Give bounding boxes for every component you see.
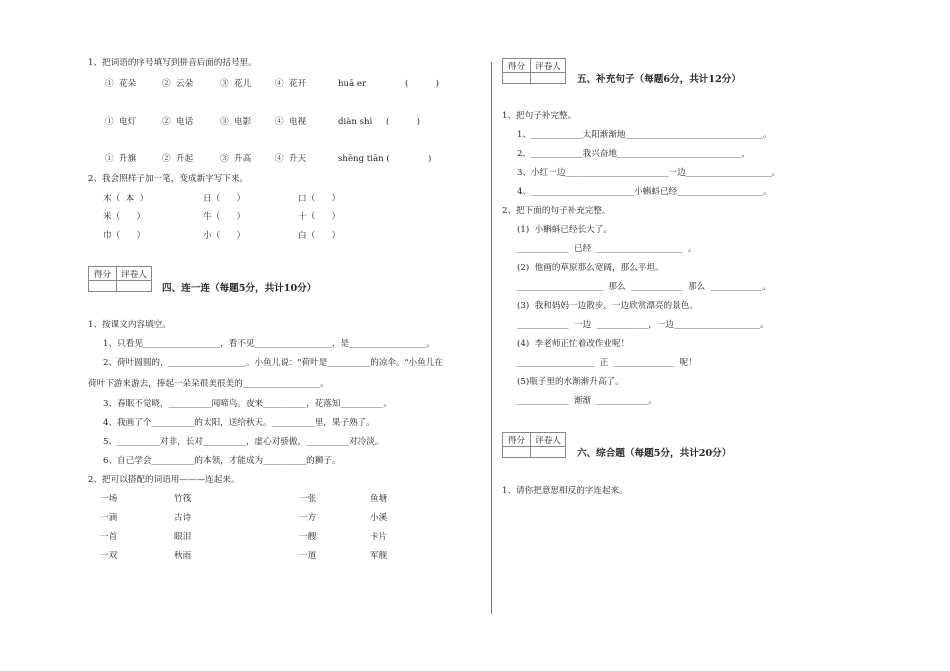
grader-label: 评卷人 [117, 267, 152, 281]
question-1-title: 1、把词语的序号填写到拼音后面的括号里。 [88, 58, 257, 68]
section4-q1-title: 1、按课文内容填空。 [88, 320, 171, 330]
match-word[interactable]: 卡片 [370, 532, 388, 542]
match-word[interactable]: 一双 [100, 551, 118, 561]
section4-line3: 3、春眠不觉晓，__________闻啼鸟。夜来__________，花落知__________。 [103, 399, 393, 409]
q1-row1-opt2: ② 云朵 [162, 79, 194, 89]
q1-row3-opt3: ③ 升高 [220, 154, 252, 164]
section5-q2-answer4: __________________ 正 ______________ 呢！ [517, 358, 697, 368]
section5-q1-title: 1、把句子补完整。 [502, 111, 577, 121]
section4-line4: 4、我画了个__________的太阳，送给秋天。__________里，果子熟了。 [103, 418, 375, 428]
match-word[interactable]: 一场 [100, 494, 118, 504]
match-word[interactable]: 一首 [100, 532, 118, 542]
section4-line2: 2、荷叶圆圆的，__________________。小鱼儿说："荷叶是__________的凉伞。"小鱼儿在 [103, 358, 443, 368]
score-box-section6 [502, 432, 566, 458]
match-word[interactable]: 一道 [299, 551, 317, 561]
column-divider [491, 62, 492, 614]
grader-cell[interactable] [117, 281, 152, 292]
q1-row1-opt1: ① 花朵 [105, 79, 137, 89]
match-word[interactable]: 一滴 [100, 513, 118, 523]
q1-row1-opt4: ④ 花开 [275, 79, 307, 89]
match-word[interactable]: 眼泪 [174, 532, 192, 542]
q1-row3-opt4: ④ 升天 [275, 154, 307, 164]
q2-row2-col2[interactable]: 牛（ ） [203, 212, 246, 222]
section5-q2-prompt2: (2) 他画的草原那么宽阔，那么平坦。 [517, 263, 664, 273]
section5-q2-answer2: ____________________ 那么 ____________ 那么 ____________。 [517, 282, 771, 292]
match-word[interactable]: 一方 [299, 513, 317, 523]
question-2-title: 2、我会照样子加一笔，变成新字写下来。 [88, 174, 249, 184]
match-word[interactable]: 竹筏 [174, 494, 192, 504]
score-cell[interactable] [503, 73, 531, 84]
q1-row2-opt1: ① 电灯 [105, 117, 137, 127]
q1-row3-pinyin: shēng tiān ( [338, 154, 390, 164]
section4-line5: 5、__________对非，长对__________，虚心对骄傲，__________对冷淡。 [103, 437, 384, 447]
section5-q1-line1: 1、____________太阳渐渐地________________________________。 [517, 130, 772, 140]
section6-heading: 六、综合题（每题5分，共计20分） [577, 448, 732, 459]
section5-q1-line2: 2、____________我兴奋地_____________________________， [517, 149, 751, 159]
q2-row2-col1[interactable]: 米（ ） [103, 212, 146, 222]
section5-q2-title: 2、把下面的句子补充完整。 [502, 206, 611, 216]
match-word[interactable]: 一艘 [299, 532, 317, 542]
q2-row3-col2[interactable]: 小（ ） [203, 231, 246, 241]
q2-row1-col3[interactable]: 口（ ） [298, 194, 341, 204]
q1-row2-pinyin: diàn shì [338, 117, 373, 127]
q1-row1-pinyin: huā er [338, 79, 367, 89]
section4-heading: 四、连一连（每题5分，共计10分） [162, 283, 317, 294]
section5-q1-line3: 3、小红一边________________________一边____________________。 [517, 168, 781, 178]
q2-row3-col1[interactable]: 巾（ ） [103, 231, 146, 241]
q1-row3-opt1: ① 升旗 [105, 154, 137, 164]
grader-label: 评卷人 [531, 433, 566, 447]
score-box-section4 [88, 266, 152, 292]
section5-q2-answer3: ____________ 一边 ____________，一边____________________。 [517, 320, 769, 330]
match-word[interactable]: 军舰 [370, 551, 388, 561]
section6-q1-title: 1、请你把意思相反的字连起来。 [502, 486, 628, 496]
q1-row1-opt3: ③ 花儿 [220, 79, 252, 89]
q1-row2-opt4: ④ 电视 [275, 117, 307, 127]
q1-row1-answer-blank[interactable]: ( ) [405, 79, 440, 89]
match-word[interactable]: 鱼塘 [370, 494, 388, 504]
section4-q2-title: 2、把可以搭配的词语用———连起来。 [88, 475, 240, 485]
section5-heading: 五、补充句子（每题6分，共计12分） [577, 74, 741, 85]
match-word[interactable]: 古诗 [174, 513, 192, 523]
q1-row2-opt3: ③ 电影 [220, 117, 252, 127]
section4-line6: 6、自己学会__________的本领，才能成为__________的狮子。 [103, 456, 341, 466]
score-label: 得分 [89, 267, 117, 281]
score-label: 得分 [503, 59, 531, 73]
q1-row2-answer-blank[interactable]: ( ) [386, 117, 421, 127]
q2-row1-col1[interactable]: 木（ 本 ） [103, 194, 149, 204]
q2-row3-col3[interactable]: 白（ ） [298, 231, 341, 241]
score-cell[interactable] [503, 447, 531, 458]
section5-q2-prompt4: (4) 李老师正忙着改作业呢！ [517, 339, 630, 349]
match-word[interactable]: 一张 [299, 494, 317, 504]
q1-row2-opt2: ② 电话 [162, 117, 194, 127]
section4-line2-cont: 荷叶下游来游去，捧起一朵朵很美很美的__________________。 [88, 379, 329, 389]
section5-q2-prompt3: (3) 我和妈妈一边散步，一边欣赏漂亮的景色。 [517, 301, 698, 311]
score-label: 得分 [503, 433, 531, 447]
section5-q2-answer1: ____________ 已经 ____________________ 。 [517, 244, 697, 254]
q2-row2-col3[interactable]: 十（ ） [298, 212, 341, 222]
section5-q1-line4: 4、________________________小蝌蚪已经____________________。 [517, 187, 772, 197]
q2-row1-col2[interactable]: 日（ ） [203, 194, 246, 204]
grader-cell[interactable] [531, 447, 566, 458]
section5-q2-prompt5: (5)瓶子里的水渐渐升高了。 [517, 377, 624, 387]
section5-q2-answer5: ____________ 渐渐 ____________。 [517, 396, 657, 406]
q1-row3-answer-blank[interactable]: ) [428, 154, 432, 164]
match-word[interactable]: 秋雨 [174, 551, 192, 561]
match-word[interactable]: 小溪 [370, 513, 388, 523]
grader-label: 评卷人 [531, 59, 566, 73]
grader-cell[interactable] [531, 73, 566, 84]
section4-line1: 1、只看见__________________，看不见__________________，是__________________。 [103, 339, 436, 349]
score-box-section5 [502, 58, 566, 84]
q1-row3-opt2: ② 升起 [162, 154, 194, 164]
score-cell[interactable] [89, 281, 117, 292]
section5-q2-prompt1: (1) 小蝌蚪已经长大了。 [517, 225, 612, 235]
